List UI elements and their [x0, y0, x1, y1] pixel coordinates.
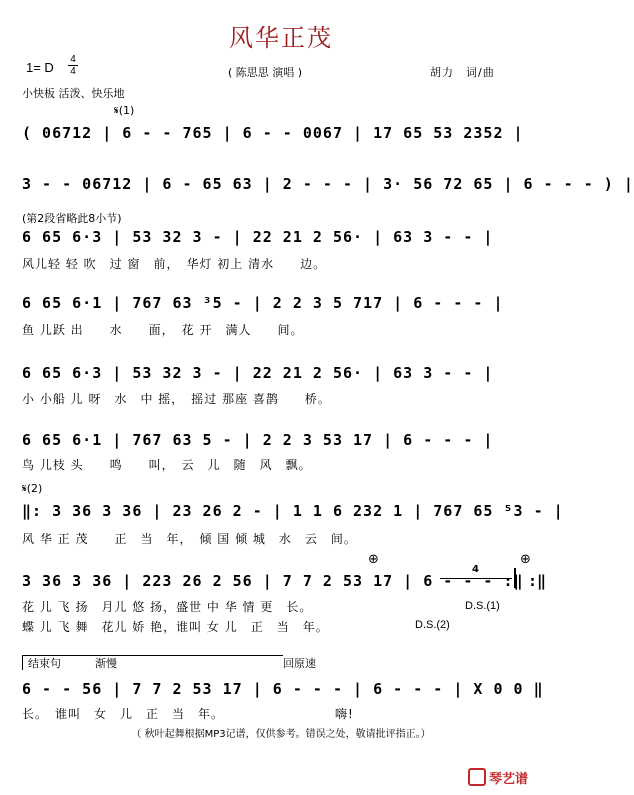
ds-2-mark: D.S.(2) — [415, 619, 450, 631]
volta-bracket — [440, 564, 518, 590]
site-logo — [468, 768, 528, 787]
segno-2-mark: 𝄋(2) — [22, 482, 43, 495]
volta-line — [440, 578, 512, 579]
lyric-row-ending: 长。 谁叫 女 儿 正 当 年。 嗨! — [22, 707, 354, 721]
ds-1-mark: D.S.(1) — [465, 600, 500, 612]
tempo-back-label: 回原速 — [283, 657, 316, 670]
segno-1-mark: 𝄋(1) — [114, 104, 135, 117]
lyric-row-7: 风 华 正 茂 正 当 年， 倾 国 倾 城 水 云 间。 — [22, 532, 357, 546]
notation-row-8: 3 36 3 36 | 223 26 2 56 | 7 7 2 53 17 | 6 - - - :‖ — [22, 572, 524, 590]
lyric-row-5: 小 小船 儿 呀 水 中 摇， 摇过 那座 喜鹊 桥。 — [22, 392, 331, 406]
meter-bottom: 4 — [70, 66, 76, 77]
lyric-row-8b: 蝶 儿 飞 舞 花儿 娇 艳，谁叫 女 儿 正 当 年。 — [22, 620, 329, 634]
notation-row-6: 6 65 6·1 | 767 63 5 - | 2 2 3 53 17 | 6 - - - | — [22, 431, 494, 449]
tempo-marking: 小快板 活泼、快乐地 — [22, 87, 125, 100]
notation-row-1: ( 06712 | 6 - - 765 | 6 - - 0067 | 17 65 53 2352 | — [22, 124, 524, 142]
lyric-row-3: 风儿轻 轻 吹 过 窗 前， 华灯 初上 清水 边。 — [22, 257, 327, 271]
coda-mark-2: ⊕ — [520, 552, 531, 567]
skip-note: (第2段省略此8小节) — [22, 212, 122, 225]
notation-row-ending: 6 - - 56 | 7 7 2 53 17 | 6 - - - | 6 - - - | X 0 0 ‖ — [22, 680, 544, 698]
ending-bracket — [22, 655, 283, 670]
time-signature — [68, 54, 78, 77]
notation-row-3: 6 65 6·3 | 53 32 3 - | 22 21 2 56· | 63 3 - - | — [22, 228, 494, 246]
notation-row-5: 6 65 6·3 | 53 32 3 - | 22 21 2 56· | 63 3 - - | — [22, 364, 494, 382]
notation-row-7: ‖: 3 36 3 36 | 23 26 2 - | 1 1 6 232 1 | 767 65 ⁵3 - | — [22, 502, 564, 520]
key-signature: 1= D — [26, 60, 54, 75]
notation-row-4: 6 65 6·1 | 767 63 ³5 - | 2 2 3 5 717 | 6 - - - | — [22, 294, 504, 312]
footer-note: （ 秋叶起舞根据MP3记谱，仅供参考。错误之处，敬请批评指正。） — [131, 729, 431, 740]
lyric-row-6: 鸟 儿枝 头 鸣 叫， 云 儿 随 风 飘。 — [22, 458, 312, 472]
lyric-row-4: 鱼 儿跃 出 水 面， 花 开 满人 间。 — [22, 323, 304, 337]
coda-mark-1: ⊕ — [368, 552, 379, 567]
singer-credit: ( 陈思思 演唱 ) — [228, 66, 303, 79]
song-title: 风华正茂 — [229, 24, 333, 52]
notation-row-2: 3 - - 06712 | 6 - 65 63 | 2 - - - | 3· 56 72 65 | 6 - - - ) | — [22, 175, 634, 193]
author-credit: 胡力 词/曲 — [430, 66, 495, 79]
logo-icon — [468, 768, 486, 786]
logo-text: 琴艺谱 — [489, 772, 529, 787]
volta-number: 4 — [472, 564, 479, 575]
slowing-label: 渐慢 — [95, 657, 117, 670]
ending-label: 结束句 — [28, 657, 61, 670]
lyric-row-8a: 花 儿 飞 扬 月儿 悠 扬，盛世 中 华 情 更 长。 — [22, 600, 313, 614]
final-repeat-sign: :‖ — [528, 572, 547, 590]
volta-end-bar — [514, 568, 516, 588]
meter-top: 4 — [70, 54, 76, 65]
